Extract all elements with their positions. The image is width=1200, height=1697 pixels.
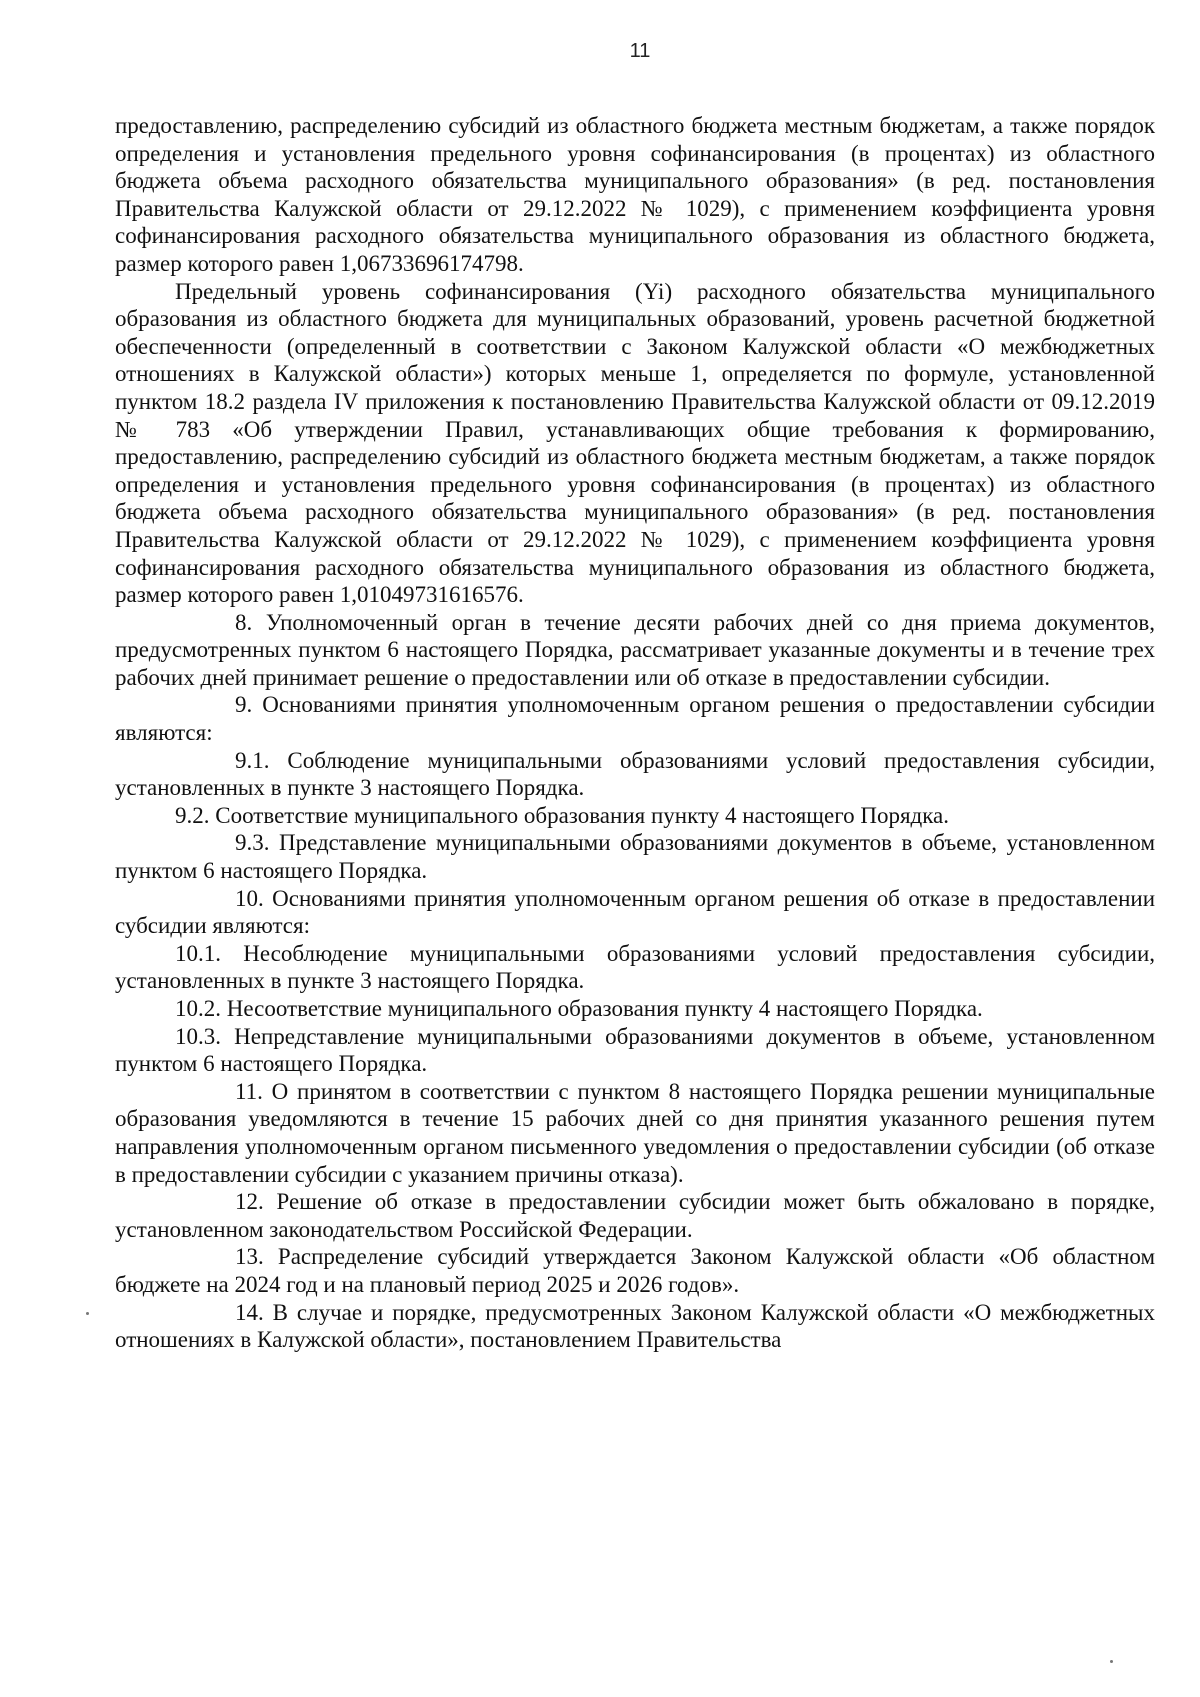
scan-speck (86, 1312, 89, 1315)
paragraph-number: 13. (235, 1244, 264, 1270)
paragraph-13 (115, 1243, 1155, 1298)
paragraph-text: Соответствие муниципального образования пункту 4 настоящего Порядка. (215, 802, 950, 828)
paragraph-10 (115, 885, 1155, 940)
paragraph-number: 10. (235, 885, 264, 911)
paragraph-text: В случае и порядке, предусмотренных Законом Калужской области «О межбюджетных отношениях в Калужской области», постановлением Правительства (115, 1299, 1155, 1353)
paragraph-text: Предельный уровень софинансирования (Yi) расходного обязательства муниципального образования из областного бюджета для муниципальных образований, уровень расчетной бюджетной обеспеченности (определенный в соответствии с Законом Калужской области «О межбюджетных отношениях в Калужской области») которых меньше 1, определяется по формуле, установленной пунктом 18.2 раздела IV приложения к постановлению Правительства Калужской области от 09.12.2019 № 783 «Об утверждении Правил, устанавливающих общие требования к формированию, предоставлению, распределению субсидий из областного бюджета местным бюджетам, а также порядок определения и установления предельного уровня софинансирования (в процентах) из областного бюджета объема расходного обязательства муниципального образования» (в ред. постановления Правительства Калужской области от 29.12.2022 № 1029), с применением коэффициента уровня софинансирования расходного обязательства муниципального образования из областного бюджета, размер которого равен 1,01049731616576. (115, 278, 1155, 608)
paragraph-number: 10.2. (175, 996, 221, 1021)
paragraph-text: Представление муниципальными образованиями документов в объеме, установленном пунктом 6 настоящего Порядка. (115, 830, 1156, 884)
paragraph-14 (115, 1299, 1155, 1354)
paragraph-10-2 (115, 995, 1155, 1023)
paragraph-text: Несоответствие муниципального образования пункту 4 настоящего Порядка. (226, 996, 983, 1021)
paragraph-text: Основаниями принятия уполномоченным органом решения об отказе в предоставлении субсидии являются: (115, 885, 1156, 939)
paragraph-text: предоставлению, распределению субсидий из областного бюджета местным бюджетам, а также порядок определения и установления предельного уровня софинансирования (в процентах) из областного бюджета объема расходного обязательства муниципального образования» (в ред. постановления Правительства Калужской области от 29.12.2022 № 1029), с применением коэффициента уровня софинансирования расходного обязательства муниципального образования из областного бюджета, размер которого равен 1,06733696174798. (115, 113, 1155, 276)
page-number: 11 (629, 40, 651, 62)
paragraph-number: 12. (235, 1189, 264, 1215)
paragraph-number: 10.1. (175, 940, 221, 966)
document-body (115, 112, 1155, 1354)
paragraph-9 (115, 691, 1155, 746)
paragraph-10-1 (115, 940, 1155, 995)
paragraph-text: О принятом в соответствии с пунктом 8 настоящего Порядка решении муниципальные образования уведомляются в течение 15 рабочих дней со дня принятия указанного решения путем направления уполномоченным органом письменного уведомления о предоставлении субсидии (об отказе в предоставлении субсидии с указанием причины отказа). (115, 1078, 1155, 1187)
paragraph-8 (115, 609, 1155, 692)
paragraph-number: 10.3. (175, 1023, 221, 1049)
paragraph-9-3 (115, 829, 1155, 884)
paragraph-text: Соблюдение муниципальными образованиями условий предоставления субсидии, установленных в пункте 3 настоящего Порядка. (115, 747, 1156, 801)
paragraph-cofinancing-limit (115, 278, 1155, 609)
paragraph-text: Непредставление муниципальными образованиями документов в объеме, установленном пунктом 6 настоящего Порядка. (115, 1023, 1155, 1077)
paragraph-number: 9.1. (235, 747, 270, 773)
paragraph-continuation (115, 112, 1155, 278)
paragraph-text: Решение об отказе в предоставлении субсидии может быть обжаловано в порядке, установленном законодательством Российской Федерации. (115, 1189, 1155, 1242)
paragraph-number: 9. (235, 692, 253, 718)
paragraph-number: 8. (235, 609, 253, 635)
paragraph-10-3 (115, 1023, 1155, 1078)
paragraph-9-1 (115, 747, 1155, 802)
paragraph-number: 9.3. (235, 830, 270, 856)
paragraph-9-2 (115, 802, 1155, 830)
paragraph-text: Несоблюдение муниципальными образованиями условий предоставления субсидии, установленных в пункте 3 настоящего Порядка. (115, 940, 1156, 994)
scan-speck (1110, 1660, 1113, 1663)
paragraph-number: 11. (235, 1078, 263, 1104)
paragraph-text: Основаниями принятия уполномоченным органом решения о предоставлении субсидии являются: (115, 692, 1155, 746)
paragraph-number: 14. (235, 1299, 264, 1325)
paragraph-text: Распределение субсидий утверждается Законом Калужской области «Об областном бюджете на 2024 год и на плановый период 2025 и 2026 годов». (115, 1244, 1155, 1297)
paragraph-11 (115, 1078, 1155, 1188)
paragraph-12 (115, 1188, 1155, 1243)
paragraph-number: 9.2. (175, 802, 210, 828)
paragraph-text: Уполномоченный орган в течение десяти рабочих дней со дня приема документов, предусмотренных пунктом 6 настоящего Порядка, рассматривает указанные документы и в течение трех рабочих дней принимает решение о предоставлении или об отказе в предоставлении субсидии. (115, 609, 1155, 690)
